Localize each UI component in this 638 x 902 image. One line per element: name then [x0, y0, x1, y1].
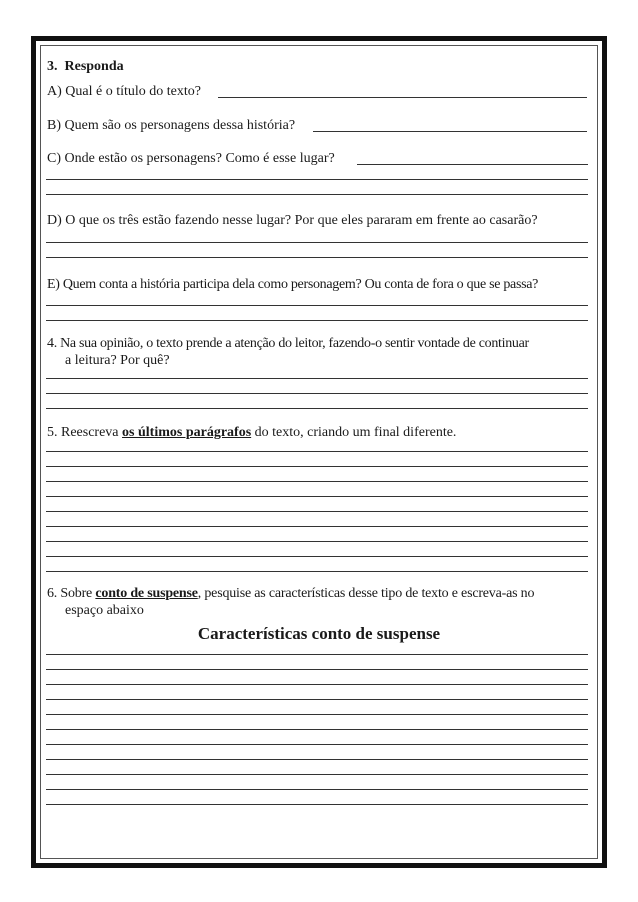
- section-title: Responda: [64, 59, 124, 74]
- section-heading: [47, 58, 124, 75]
- answer-line-a[interactable]: [218, 97, 587, 98]
- section-title-characteristics: Características conto de suspense: [197, 624, 441, 643]
- answer-line-6-11[interactable]: [46, 804, 588, 805]
- answer-line-d-1[interactable]: [46, 242, 588, 243]
- question-5: [47, 424, 456, 441]
- answer-line-6-4[interactable]: [46, 699, 588, 700]
- answer-line-6-3[interactable]: [46, 684, 588, 685]
- answer-line-6-9[interactable]: [46, 774, 588, 775]
- question-6-text-start: 6. Sobre: [47, 586, 96, 601]
- answer-line-5-9[interactable]: [46, 571, 588, 572]
- answer-line-6-8[interactable]: [46, 759, 588, 760]
- answer-line-5-3[interactable]: [46, 481, 588, 482]
- answer-line-c-2[interactable]: [46, 179, 588, 180]
- question-6-emphasis: conto de suspense: [95, 586, 198, 601]
- answer-line-4-3[interactable]: [46, 408, 588, 409]
- answer-line-5-6[interactable]: [46, 526, 588, 527]
- question-5-text-end: do texto, criando um final diferente.: [251, 425, 457, 440]
- question-b: B) Quem são os personagens dessa história?: [47, 118, 296, 133]
- answer-line-6-5[interactable]: [46, 714, 588, 715]
- answer-line-c-1[interactable]: [357, 164, 588, 165]
- answer-line-6-2[interactable]: [46, 669, 588, 670]
- answer-line-4-2[interactable]: [46, 393, 588, 394]
- answer-line-5-2[interactable]: [46, 466, 588, 467]
- answer-line-e-2[interactable]: [46, 320, 588, 321]
- question-a: A) Qual é o título do texto?: [47, 84, 201, 99]
- question-6-line-2: espaço abaixo: [65, 603, 144, 618]
- answer-line-5-4[interactable]: [46, 496, 588, 497]
- question-c: C) Onde estão os personagens? Como é esse lugar?: [47, 151, 335, 166]
- answer-line-6-1[interactable]: [46, 654, 588, 655]
- answer-line-4-1[interactable]: [46, 378, 588, 379]
- question-5-text-start: 5. Reescreva: [47, 425, 123, 440]
- question-5-emphasis: os últimos parágrafos: [122, 425, 252, 440]
- question-d: D) O que os três estão fazendo nesse lugar? Por que eles pararam em frente ao casarão?: [47, 213, 538, 228]
- question-e: E) Quem conta a história participa dela como personagem? Ou conta de fora o que se passa?: [47, 277, 539, 292]
- question-6-line-1: [47, 585, 534, 602]
- question-4-line-1: 4. Na sua opinião, o texto prende a atenção do leitor, fazendo-o sentir vontade de continuar: [47, 336, 529, 351]
- section-number: 3.: [47, 59, 58, 74]
- answer-line-6-10[interactable]: [46, 789, 588, 790]
- answer-line-6-7[interactable]: [46, 744, 588, 745]
- question-4-line-2: a leitura? Por quê?: [65, 353, 170, 368]
- answer-line-5-1[interactable]: [46, 451, 588, 452]
- answer-line-e-1[interactable]: [46, 305, 588, 306]
- answer-line-d-2[interactable]: [46, 257, 588, 258]
- page-border-inner: [40, 45, 598, 859]
- question-6-text-end: , pesquise as características desse tipo de texto e escreva-as no: [197, 586, 535, 601]
- answer-line-6-6[interactable]: [46, 729, 588, 730]
- answer-line-b[interactable]: [313, 131, 587, 132]
- answer-line-5-5[interactable]: [46, 511, 588, 512]
- answer-line-c-3[interactable]: [46, 194, 588, 195]
- answer-line-5-8[interactable]: [46, 556, 588, 557]
- answer-line-5-7[interactable]: [46, 541, 588, 542]
